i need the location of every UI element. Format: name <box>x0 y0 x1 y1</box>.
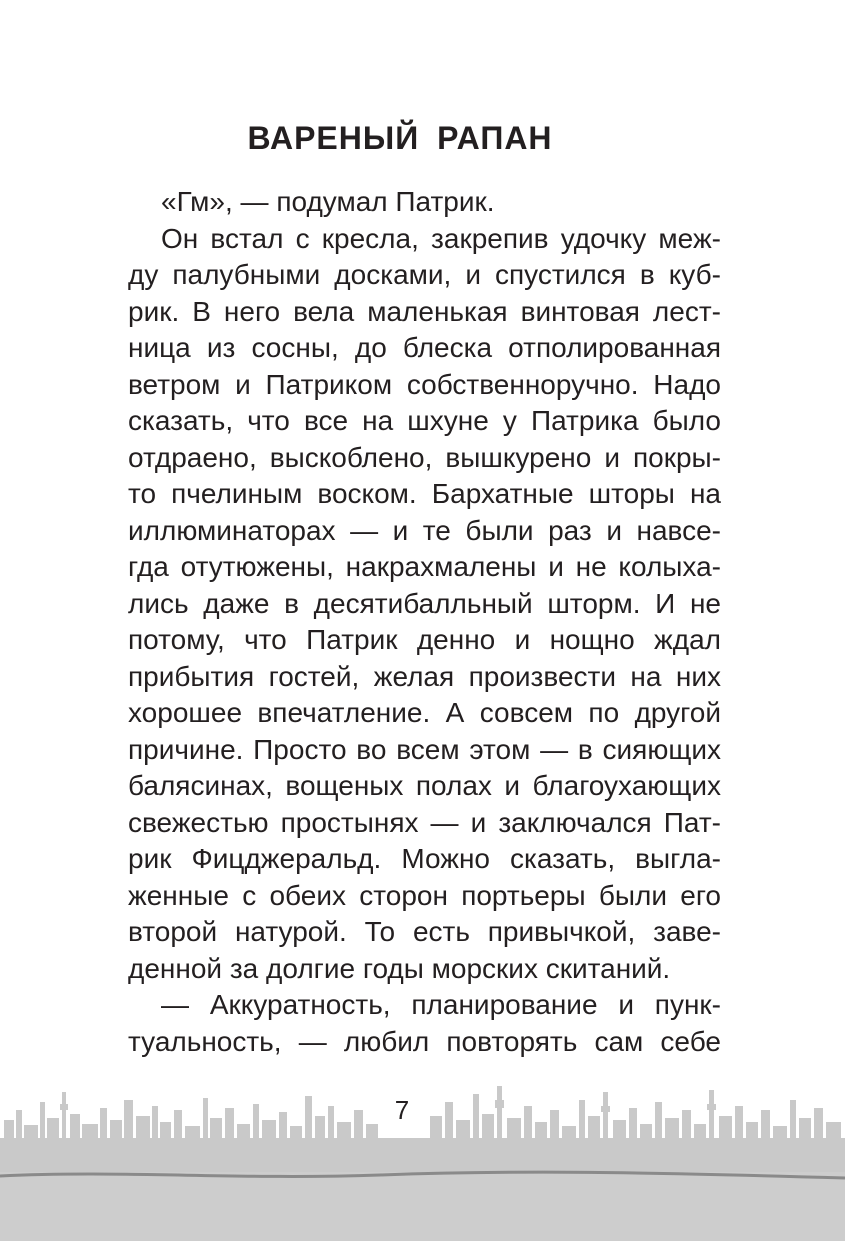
text-line: лись даже в десятибалльный шторм. И не <box>128 587 721 619</box>
text-line: туальность, — любил повторять сам себе <box>128 1025 721 1057</box>
text-line: Он встал с кресла, закрепив удочку меж- <box>161 222 721 254</box>
text-line: женные с обеих сторон портьеры были его <box>128 879 721 911</box>
text-line: второй натурой. То есть привычкой, заве- <box>128 916 721 947</box>
text-line: денной за долгие годы морских скитаний. <box>128 952 671 984</box>
text-line: рик. В него вела маленькая винтовая лест- <box>128 295 721 327</box>
text-line: причине. Просто во всем этом — в сияющих <box>128 733 721 765</box>
chapter-title: ВАРЕНЫЙ РАПАН <box>247 120 553 156</box>
text-line: хорошее впечатление. А совсем по другой <box>128 697 721 728</box>
body-text <box>128 184 721 1060</box>
text-line: рик Фицджеральд. Можно сказать, выгла- <box>128 843 721 874</box>
text-line: ница из сосны, до блеска отполированная <box>128 332 721 363</box>
city-skyline-decoration <box>0 1080 845 1241</box>
text-line: «Гм», — подумал Патрик. <box>161 186 495 217</box>
text-line: — Аккуратность, планирование и пунк- <box>161 989 721 1020</box>
text-line: свежестью простынях — и заключался Пат- <box>128 806 721 838</box>
text-line: сказать, что все на шхуне у Патрика было <box>128 405 721 436</box>
text-line: прибытия гостей, желая произвести на них <box>128 660 721 692</box>
text-line: ветром и Патриком собственноручно. Надо <box>128 368 721 400</box>
text-line: потому, что Патрик денно и нощно ждал <box>128 624 721 655</box>
text-line: гда отутюжены, накрахмалены и не колыха- <box>128 551 721 582</box>
text-line: балясинах, вощеных полах и благоухающих <box>128 770 721 801</box>
page-number: 7 <box>394 1095 410 1125</box>
text-line: то пчелиным воском. Бархатные шторы на <box>128 478 721 509</box>
text-line: иллюминаторах — и те были раз и навсе- <box>128 514 721 546</box>
text-line: отдраено, выскоблено, вышкурено и покры- <box>128 441 721 473</box>
text-line: ду палубными досками, и спустился в куб- <box>128 259 721 290</box>
